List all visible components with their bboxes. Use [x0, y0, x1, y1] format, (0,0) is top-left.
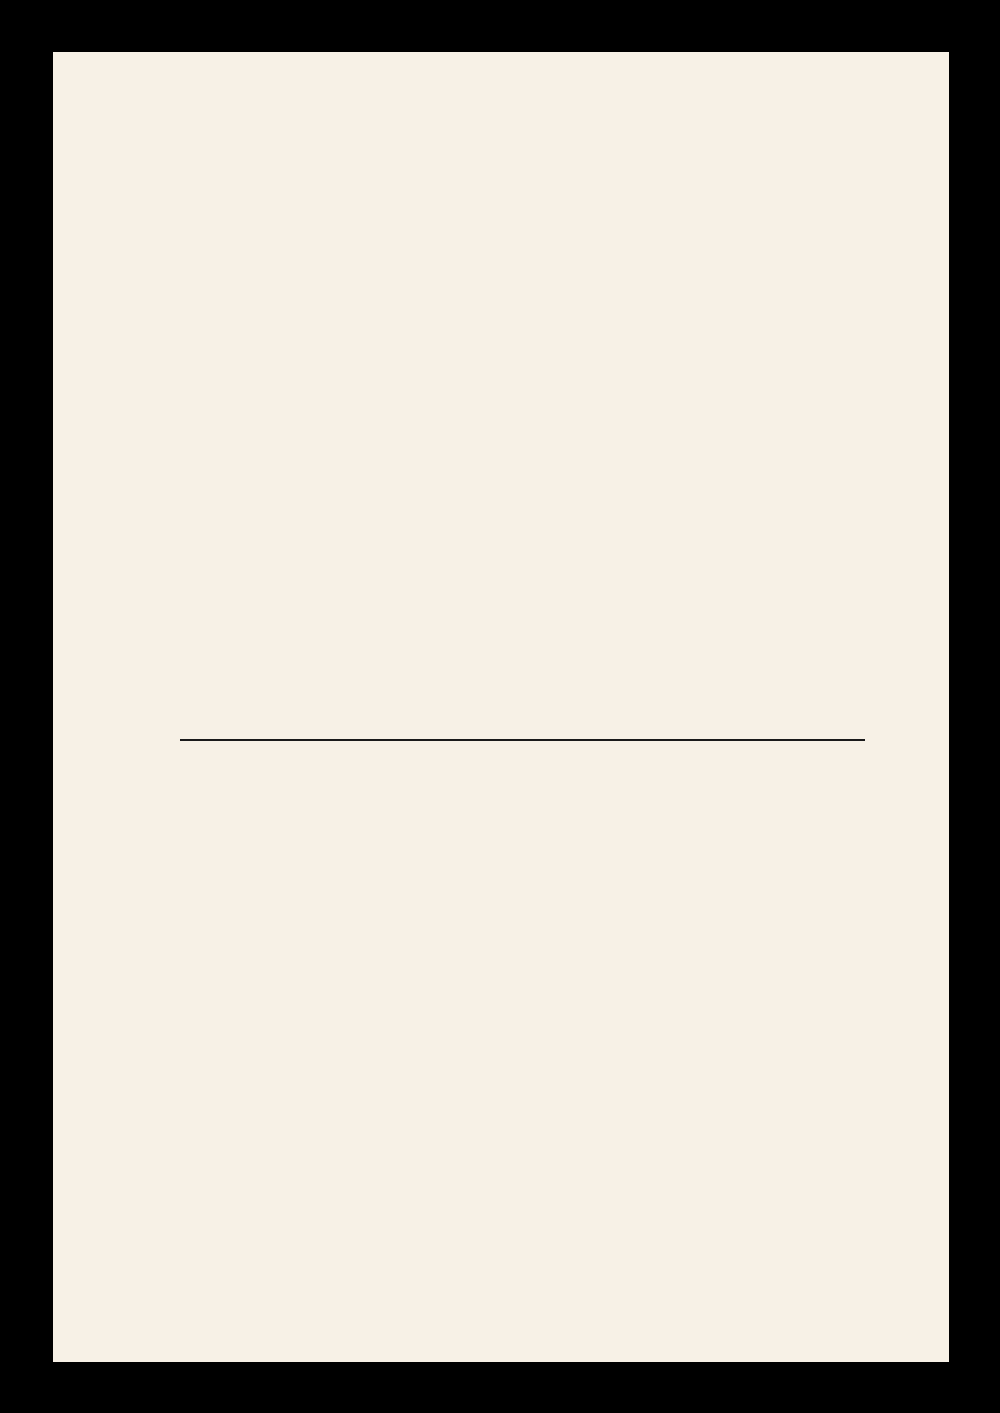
section-heading: [180, 479, 186, 503]
document-page: [53, 52, 949, 1362]
header-divider: [180, 739, 865, 741]
